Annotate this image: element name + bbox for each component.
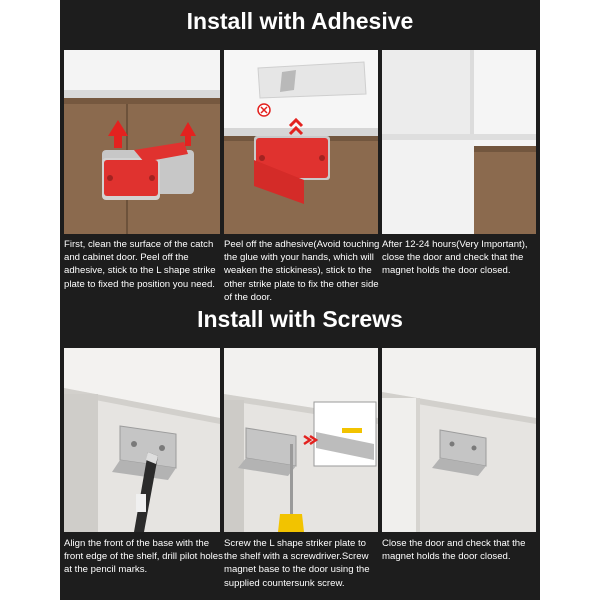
step-photo-close-door [382, 348, 536, 532]
step-photo-screw-plate [224, 348, 378, 532]
step-caption-1: First, clean the surface of the catch and cabinet door. Peel off the adhesive, stick to the L shape strike plate to fixed the position you need. [64, 239, 216, 290]
step-caption-4: Align the front of the base with the front edge of the shelf, drill pilot holes at the pencil marks. [64, 538, 223, 576]
step-photo-door-closed [382, 50, 536, 234]
section-title-screws: Install with Screws [197, 306, 403, 332]
step-photo-peel-adhesive [224, 50, 378, 234]
section-title-adhesive: Install with Adhesive [186, 8, 414, 34]
step-caption-6: Close the door and check that the magnet holds the door closed. [382, 538, 526, 563]
step-photo-clean-surface [64, 50, 220, 234]
step-caption-3: After 12-24 hours(Very Important), close the door and check that the magnet holds the door closed. [382, 239, 528, 277]
step-caption-5: Screw the L shape striker plate to the shelf with a screwdriver.Screw magnet base to the door using the supplied countersunk screw. [224, 538, 370, 589]
step-caption-2: Peel off the adhesive(Avoid touching the glue with your hands, which will weaken the stickiness), stick to the other strike plate to fix the other side of the door. [224, 239, 380, 303]
remove-x-icon [258, 104, 270, 116]
step-photo-drill-pilot [64, 348, 220, 532]
